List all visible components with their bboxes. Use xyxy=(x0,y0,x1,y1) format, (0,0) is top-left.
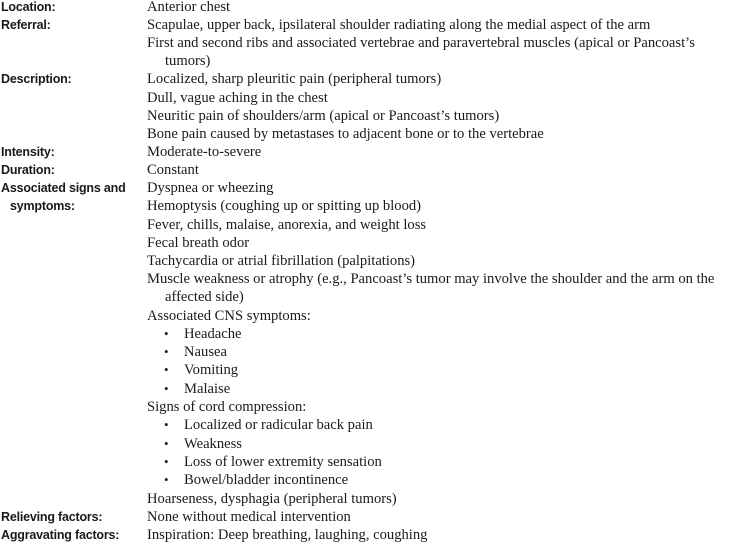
aggravating-value: Inspiration: Deep breathing, laughing, coughing xyxy=(147,527,428,543)
associated-last: Hoarseness, dysphagia (peripheral tumors) xyxy=(147,491,397,507)
muscle-weakness-1: Muscle weakness or atrophy (e.g., Pancoast’s tumor may involve the shoulder and the arm on the xyxy=(147,271,715,287)
description-item: Neuritic pain of shoulders/arm (apical or Pancoast’s tumors) xyxy=(147,108,500,124)
description-item: Dull, vague aching in the chest xyxy=(147,90,328,106)
cns-item: Headache xyxy=(184,326,242,342)
associated-item: Hemoptysis (coughing up or spitting up blood) xyxy=(147,198,422,214)
cord-item: Bowel/bladder incontinence xyxy=(184,472,349,488)
description-item: Localized, sharp pleuritic pain (peripheral tumors) xyxy=(147,71,442,87)
description-item: Bone pain caused by metastases to adjacent bone or to the vertebrae xyxy=(147,126,544,142)
relieving-value: None without medical intervention xyxy=(147,509,351,525)
bullet-icon: • xyxy=(164,344,169,359)
intensity-label: Intensity: xyxy=(1,145,55,159)
location-value: Anterior chest xyxy=(147,0,231,15)
bullet-icon: • xyxy=(164,472,169,487)
cns-item: Malaise xyxy=(184,381,231,397)
cord-item: Loss of lower extremity sensation xyxy=(184,454,382,470)
referral-value-1: Scapulae, upper back, ipsilateral shoulder radiating along the medial aspect of the arm xyxy=(147,17,651,33)
intensity-value: Moderate-to-severe xyxy=(147,144,262,160)
relieving-label: Relieving factors: xyxy=(1,510,103,524)
bullet-icon: • xyxy=(164,326,169,341)
associated-item: Fever, chills, malaise, anorexia, and weight loss xyxy=(147,217,427,233)
bullet-icon: • xyxy=(164,362,169,377)
aggravating-label: Aggravating factors: xyxy=(1,528,120,542)
description-label: Description: xyxy=(1,72,72,86)
associated-label-2: symptoms: xyxy=(10,199,75,213)
cord-item: Weakness xyxy=(184,436,242,452)
cord-heading: Signs of cord compression: xyxy=(147,399,307,415)
referral-value-2a: First and second ribs and associated vertebrae and paravertebral muscles (apical or Pancoast’s xyxy=(147,35,695,51)
associated-item: Dyspnea or wheezing xyxy=(147,180,274,196)
duration-value: Constant xyxy=(147,162,199,178)
associated-label-1: Associated signs and xyxy=(1,181,126,195)
cns-item: Vomiting xyxy=(184,362,239,378)
muscle-weakness-2: affected side) xyxy=(165,289,244,305)
bullet-icon: • xyxy=(164,454,169,469)
bullet-icon: • xyxy=(164,417,169,432)
location-label: Location: xyxy=(1,0,56,14)
cord-item: Localized or radicular back pain xyxy=(184,417,373,433)
cns-heading: Associated CNS symptoms: xyxy=(147,308,311,324)
cns-item: Nausea xyxy=(184,344,227,360)
bullet-icon: • xyxy=(164,381,169,396)
associated-item: Fecal breath odor xyxy=(147,235,250,251)
duration-label: Duration: xyxy=(1,163,55,177)
referral-label: Referral: xyxy=(1,18,51,32)
bullet-icon: • xyxy=(164,436,169,451)
associated-item: Tachycardia or atrial fibrillation (palpitations) xyxy=(147,253,416,269)
referral-value-2b: tumors) xyxy=(165,53,211,69)
